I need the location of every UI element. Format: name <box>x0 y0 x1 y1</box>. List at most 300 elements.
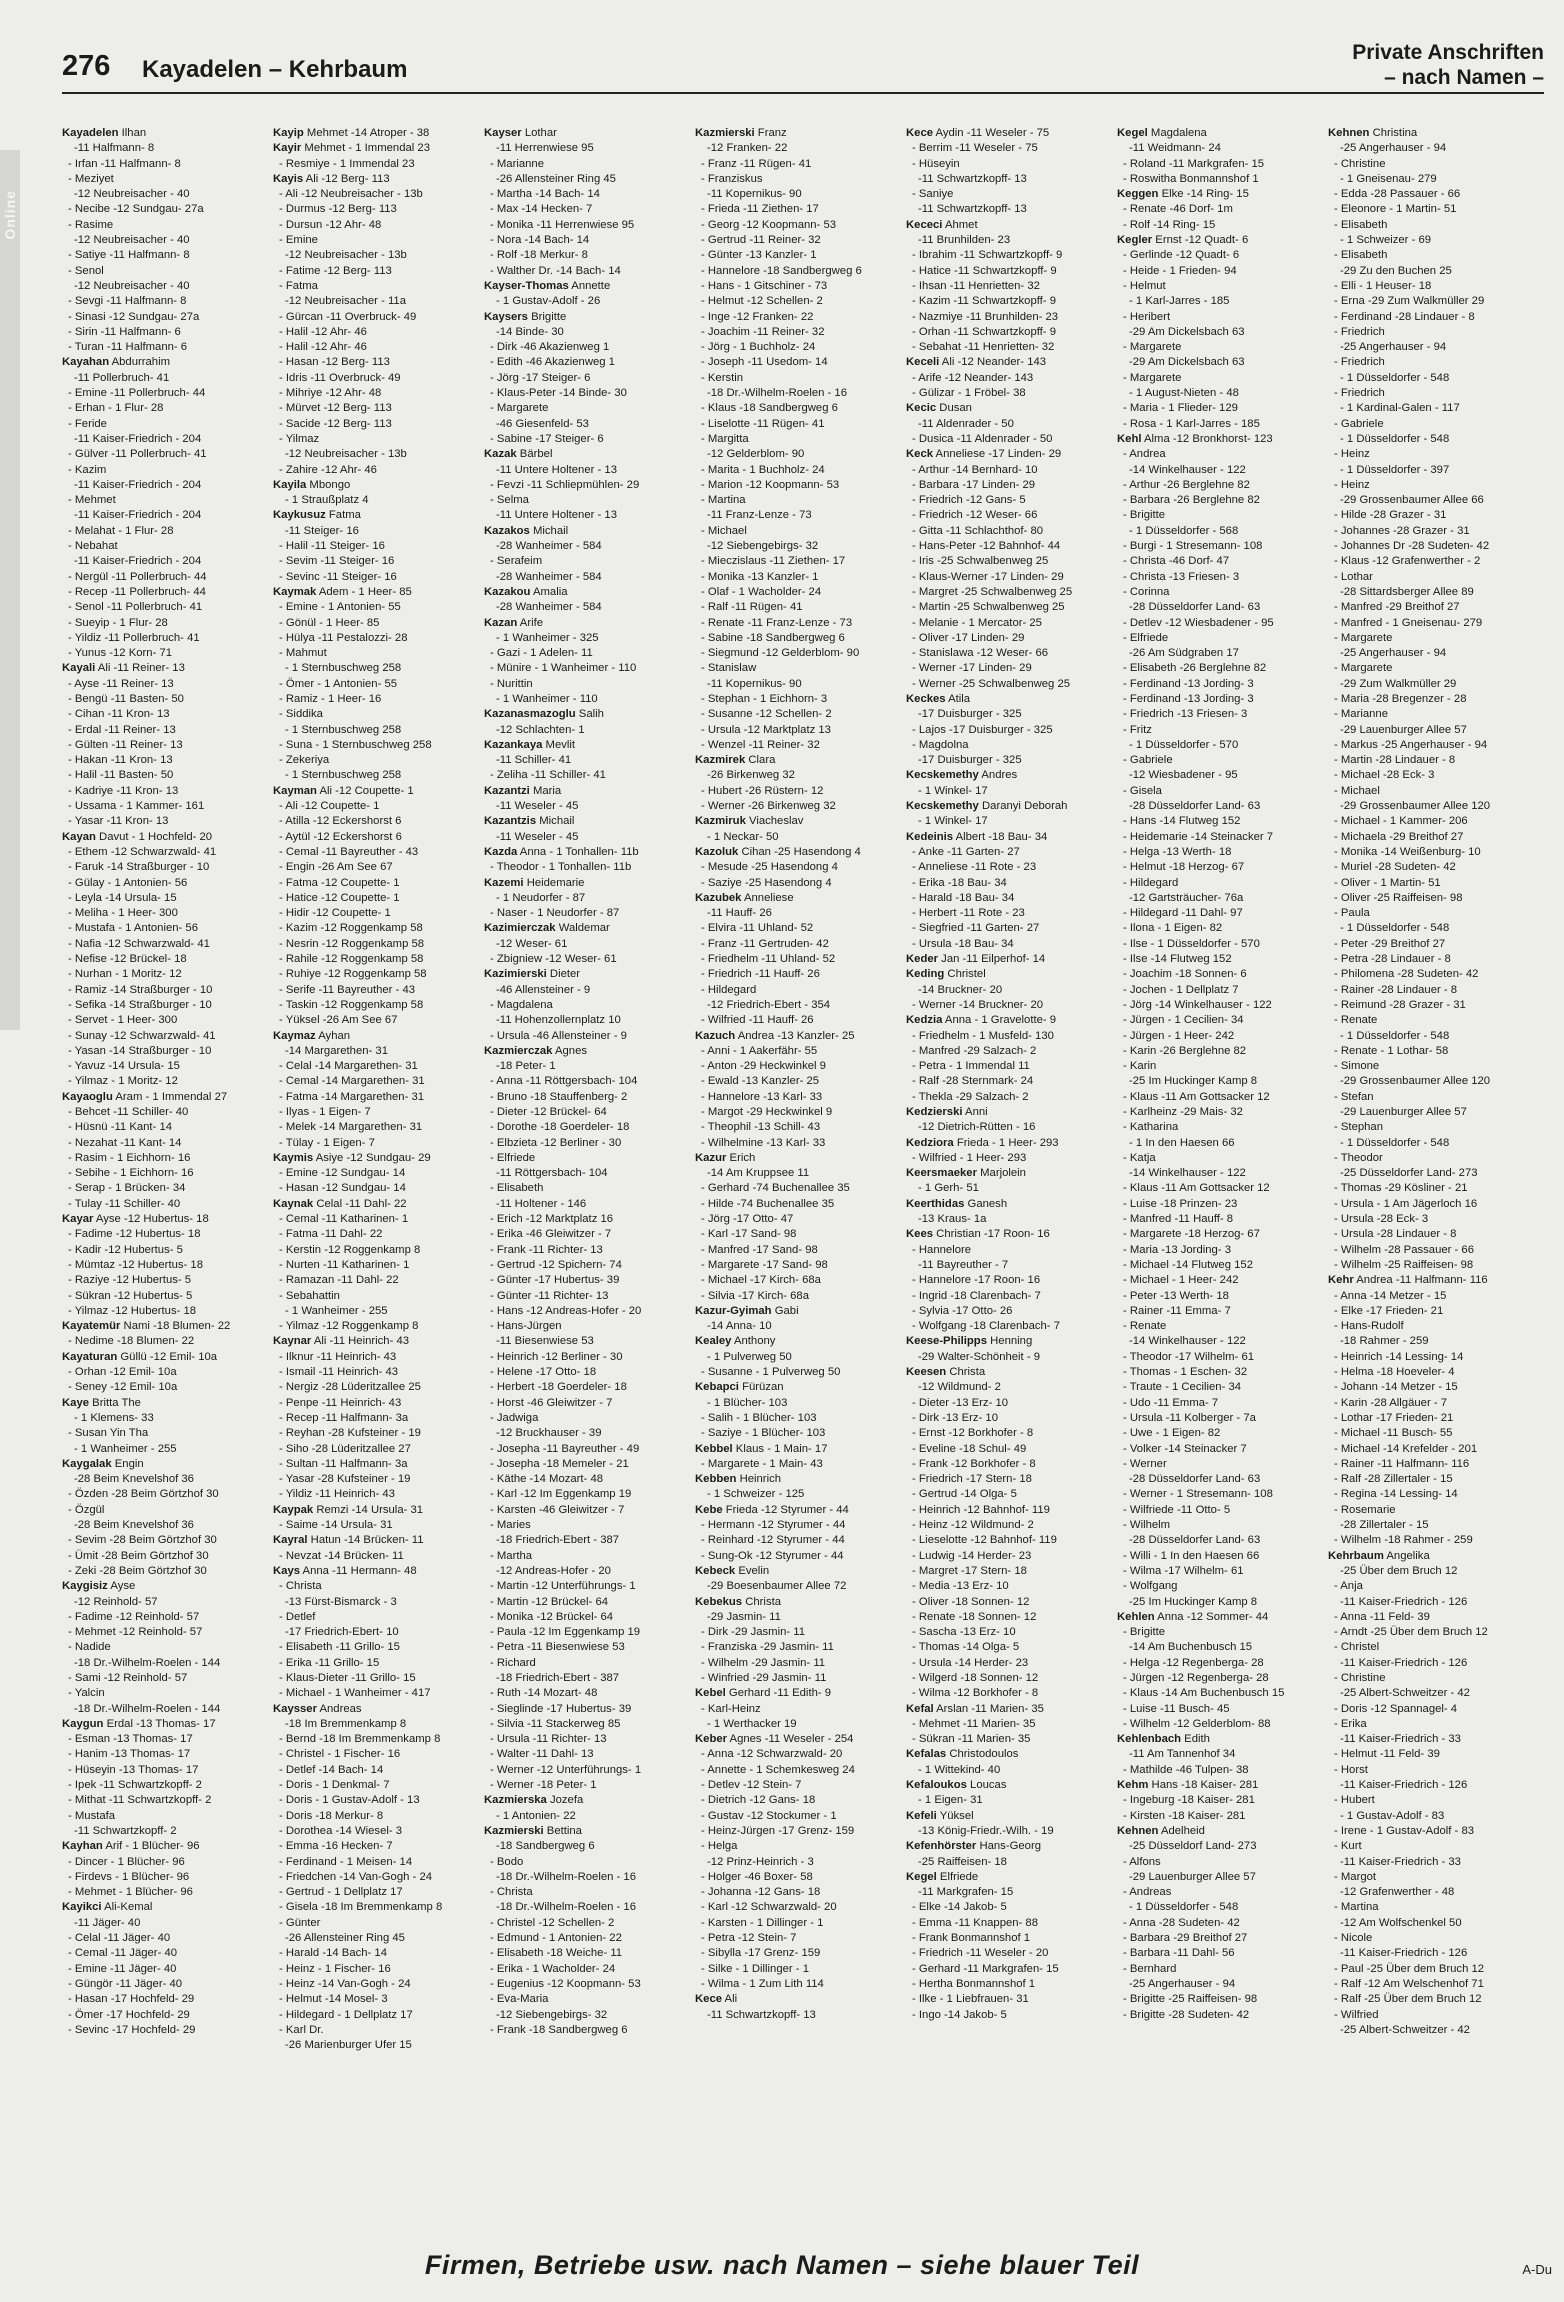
directory-entry: - Bernd -18 Im Bremmenkamp 8 <box>279 1733 441 1746</box>
directory-entry: Kehnen Christina <box>1328 127 1418 139</box>
directory-entry: - Michael -17 Kirch- 68a <box>701 1274 821 1287</box>
footer-code: A-Du <box>1522 2262 1552 2277</box>
directory-entry: - Kurt <box>1334 1840 1362 1853</box>
directory-entry: - Hülya -11 Pestalozzi- 28 <box>279 631 408 644</box>
directory-entry: - Elisabeth <box>1334 249 1388 262</box>
directory-entry: - Stefan <box>1334 1090 1374 1103</box>
directory-entry: Kayir Mehmet - 1 Immendal 23 <box>273 142 430 155</box>
directory-entry: - Christa <box>279 1580 322 1593</box>
directory-entry: - Behcet -11 Schiller- 40 <box>68 1106 189 1118</box>
directory-entry: - Naser - 1 Neudorfer - 87 <box>490 907 620 920</box>
directory-entry: - Ursula - 1 Am Jägerloch 16 <box>1334 1197 1478 1210</box>
directory-entry: -18 Dr.-Wilhelm-Roelen - 144 <box>74 1702 221 1715</box>
directory-entry: - Mehmet -12 Reinhold- 57 <box>68 1626 203 1639</box>
directory-entry: - Heinz <box>1334 448 1370 461</box>
directory-entry: - Frank -11 Richter- 13 <box>490 1243 603 1256</box>
directory-entry: - Recep -11 Pollerbruch- 44 <box>68 585 206 598</box>
surname: Keckes <box>906 692 946 705</box>
directory-entry: Kehlenbach Edith <box>1117 1733 1210 1746</box>
directory-entry: - Mihriye -12 Ahr- 48 <box>279 387 382 400</box>
directory-entry: - Tülay - 1 Eigen- 7 <box>279 1136 375 1149</box>
directory-entry: -11 Hauff- 26 <box>707 907 772 920</box>
directory-entry: Kece Ali <box>695 1993 738 2006</box>
directory-entry: - Wenzel -11 Reiner- 32 <box>701 738 820 751</box>
directory-entry: -29 Zum Walkmüller 29 <box>1340 677 1457 690</box>
directory-entry: - 1 Düsseldorfer - 548 <box>1340 1029 1450 1042</box>
directory-entry: - Johann -14 Metzer - 15 <box>1334 1381 1458 1394</box>
directory-entry: - Arthur -26 Berglehne 82 <box>1123 478 1250 491</box>
directory-entry: - Halil -11 Basten- 50 <box>68 769 174 782</box>
directory-entry: -17 Friedrich-Ebert- 10 <box>285 1626 399 1639</box>
directory-entry: - Barbara -26 Berglehne 82 <box>1123 494 1260 507</box>
directory-entry: - Theodor - 1 Tonhallen- 11b <box>490 861 632 874</box>
directory-entry: - Brigitte <box>1123 509 1166 522</box>
directory-entry: - Doris -12 Spannagel- 4 <box>1334 1702 1458 1715</box>
directory-entry: - Mithat -11 Schwartzkopff- 2 <box>68 1794 212 1807</box>
directory-entry: - Hildegard <box>1123 876 1179 889</box>
directory-entry: -11 Bayreuther - 7 <box>918 1258 1009 1271</box>
directory-entry: - Werner -26 Birkenweg 32 <box>701 800 836 813</box>
directory-entry: - Margot <box>1334 1870 1377 1883</box>
directory-entry: - Barbara -11 Dahl- 56 <box>1123 1947 1235 1960</box>
directory-entry: Kees Christian -17 Roon- 16 <box>906 1228 1050 1241</box>
directory-entry: - Margarete -17 Sand- 98 <box>701 1258 828 1271</box>
directory-entry: - Christa <box>490 1886 533 1899</box>
directory-entry: -18 Sandbergweg 6 <box>496 1840 595 1853</box>
surname: Kazur <box>695 1151 727 1164</box>
directory-entry: - Wilhelmine -13 Karl- 33 <box>701 1136 826 1149</box>
directory-entry: - Uwe - 1 Eigen- 82 <box>1123 1427 1221 1440</box>
directory-entry: - Ihsan -11 Henrietten- 32 <box>912 279 1040 292</box>
directory-entry: - Ferdinand -13 Jording- 3 <box>1123 692 1254 705</box>
directory-entry: - Karl -12 Im Eggenkamp 19 <box>490 1488 632 1501</box>
directory-entry: -11 Kaiser-Friedrich - 126 <box>1340 1595 1468 1608</box>
surname: Kecskemethy <box>906 769 979 782</box>
surname: Kayadelen <box>62 127 119 139</box>
directory-entry: Kazemi Heidemarie <box>484 876 585 889</box>
directory-entry: -17 Duisburger - 325 <box>918 754 1022 767</box>
directory-entry: - Rainer -28 Lindauer - 8 <box>1334 983 1458 996</box>
directory-entry: - Michael -14 Krefelder - 201 <box>1334 1442 1478 1455</box>
page-number: 276 <box>62 50 111 82</box>
directory-entry: - Alfons <box>1123 1855 1161 1868</box>
directory-entry: - Dieter -12 Brückel- 64 <box>490 1106 607 1118</box>
directory-entry: - 1 August-Nieten - 48 <box>1129 387 1239 400</box>
directory-entry: -11 Steiger- 16 <box>285 524 359 537</box>
surname: Kaymak <box>273 585 317 598</box>
directory-entry: - Werner -14 Bruckner- 20 <box>912 998 1044 1011</box>
directory-entry: - Günter -13 Kanzler- 1 <box>701 249 817 262</box>
section-heading <box>1352 40 1544 90</box>
directory-column <box>695 126 903 2023</box>
surname: Kedeinis <box>906 830 954 843</box>
directory-entry: -11 Markgrafen- 15 <box>918 1886 1014 1899</box>
surname: Kazuch <box>695 1029 736 1042</box>
directory-entry: - Michael -11 Busch- 55 <box>1334 1427 1453 1440</box>
directory-entry: Kazda Anna - 1 Tonhallen- 11b <box>484 845 639 858</box>
surname: Kaygisiz <box>62 1580 108 1593</box>
surname: Kazimierski <box>484 968 547 981</box>
directory-entry: - Ethem -12 Schwarzwald- 41 <box>68 845 217 858</box>
directory-entry: -14 Binde- 30 <box>496 325 564 338</box>
directory-entry: - Serife -11 Bayreuther - 43 <box>279 983 416 996</box>
directory-entry: - Anna -12 Schwarzwald- 20 <box>701 1748 843 1761</box>
directory-entry: -26 Allensteiner Ring 45 <box>496 172 616 185</box>
surname: Kaymaz <box>273 1029 316 1042</box>
directory-entry: - Werner -12 Unterführungs- 1 <box>490 1763 642 1776</box>
directory-entry: - Sultan -11 Halfmann- 3a <box>279 1457 408 1470</box>
directory-entry: Kazmierski Bettina <box>484 1824 582 1837</box>
directory-entry: - Maria -28 Bregenzer - 28 <box>1334 692 1467 705</box>
directory-entry: Kefaloukos Loucas <box>906 1779 1007 1792</box>
directory-entry: - Ursula -14 Herder- 23 <box>912 1656 1029 1669</box>
directory-entry: Kaygisiz Ayse <box>62 1580 136 1593</box>
directory-entry: - Hans-Rudolf <box>1334 1320 1404 1333</box>
directory-entry: - Ümit -28 Beim Görtzhof 30 <box>68 1549 209 1562</box>
directory-entry: - Yilmaz <box>279 432 320 445</box>
directory-entry: - Edmund - 1 Antonien- 22 <box>490 1932 622 1945</box>
directory-entry: - 1 Sternbuschweg 258 <box>285 723 402 736</box>
directory-entry: - Hatice -11 Schwartzkopff- 9 <box>912 264 1057 277</box>
directory-entry: - Saime -14 Ursula- 31 <box>279 1519 393 1532</box>
directory-entry: Kazoluk Cihan -25 Hasendong 4 <box>695 845 861 858</box>
directory-entry: - Elvira -11 Uhland- 52 <box>701 922 814 935</box>
directory-entry: - Saniye <box>912 188 954 201</box>
directory-entry: -12 Siebengebirgs- 32 <box>707 540 819 553</box>
directory-entry: - Serafeim <box>490 555 543 568</box>
directory-entry: -11 Halfmann- 8 <box>74 142 155 155</box>
surname: Kazubek <box>695 891 742 904</box>
directory-entry: - Wilma -17 Wilhelm- 61 <box>1123 1564 1244 1577</box>
directory-entry: -11 Kaiser-Friedrich - 126 <box>1340 1947 1468 1960</box>
directory-entry: - Helene -17 Otto- 18 <box>490 1366 597 1379</box>
directory-entry: - Erika -18 Bau- 34 <box>912 876 1007 889</box>
directory-entry: -25 Angerhauser - 94 <box>1340 341 1447 354</box>
directory-entry: - Michael - 1 Kammer- 206 <box>1334 815 1468 828</box>
directory-entry: Kazur-Gyimah Gabi <box>695 1304 799 1317</box>
directory-entry: - Melek -14 Margarethen- 31 <box>279 1121 423 1134</box>
directory-entry: - Nadide <box>68 1641 111 1654</box>
directory-entry: - Anneliese -11 Rote - 23 <box>912 861 1037 874</box>
directory-entry: - Günter -17 Hubertus- 39 <box>490 1274 620 1287</box>
directory-entry: -11 Weidmann- 24 <box>1129 142 1221 155</box>
directory-entry: - Gülver -11 Pollerbruch- 41 <box>68 448 207 461</box>
directory-entry: - Kadriye -11 Kron- 13 <box>68 784 179 797</box>
directory-entry: - Faruk -14 Straßburger - 10 <box>68 861 210 874</box>
directory-entry: - Seney -12 Emil- 10a <box>68 1381 178 1394</box>
directory-entry: Keding Christel <box>906 968 986 981</box>
directory-entry: - Karin -26 Berglehne 82 <box>1123 1044 1247 1057</box>
directory-entry: - Martin -28 Lindauer - 8 <box>1334 754 1456 767</box>
directory-entry: - Ibrahim -11 Schwartzkopff- 9 <box>912 249 1063 262</box>
directory-entry: - Dorothea -14 Wiesel- 3 <box>279 1824 403 1837</box>
directory-entry: - Ralf -28 Sternmark- 24 <box>912 1075 1034 1088</box>
directory-entry: - Hannelore -17 Roon- 16 <box>912 1274 1041 1287</box>
surname: Kehnen <box>1117 1824 1159 1837</box>
directory-entry: - Sevinc -17 Hochfeld- 29 <box>68 2023 196 2036</box>
surname: Kegler <box>1117 234 1153 247</box>
directory-entry: - Regina -14 Lessing- 14 <box>1334 1488 1458 1501</box>
directory-entry: -12 Neubreisacher - 40 <box>74 188 190 201</box>
directory-entry: - Sükran -11 Marien- 35 <box>912 1733 1031 1746</box>
directory-entry: - Jürgen - 1 Cecilien- 34 <box>1123 1014 1244 1027</box>
directory-entry: Kazakou Amalia <box>484 585 568 598</box>
directory-entry: - Hasan -12 Sundgau- 14 <box>279 1182 406 1195</box>
directory-entry: - Joachim -18 Sonnen- 6 <box>1123 968 1247 981</box>
directory-entry: - Sabine -18 Sandbergweg 6 <box>701 631 845 644</box>
directory-entry: - Marita - 1 Buchholz- 24 <box>701 463 825 476</box>
directory-entry: - Friedrich <box>1334 325 1385 338</box>
directory-entry: - Simone <box>1334 1060 1380 1073</box>
directory-entry: - Willi - 1 In den Haesen 66 <box>1123 1549 1260 1562</box>
surname: Kehlen <box>1117 1610 1155 1623</box>
directory-entry: - Kazim -12 Roggenkamp 58 <box>279 922 423 935</box>
directory-entry: - Martin -12 Brückel- 64 <box>490 1595 609 1608</box>
directory-entry: - Ursula -11 Kolberger - 7a <box>1123 1411 1256 1424</box>
directory-entry: - Sefika -14 Straßburger - 10 <box>68 998 212 1011</box>
directory-entry: - Gürcan -11 Overbruck- 49 <box>279 310 417 323</box>
surname: Kazakos <box>484 524 530 537</box>
directory-entry: - 1 Winkel- 17 <box>918 815 988 828</box>
directory-entry: -29 Lauenburger Allee 57 <box>1340 723 1467 736</box>
directory-entry: - Erdal -11 Reiner- 13 <box>68 723 176 736</box>
directory-entry: - Renate - 1 Lothar- 58 <box>1334 1044 1449 1057</box>
directory-entry: - Ralf -12 Am Welschenhof 71 <box>1334 1977 1484 1990</box>
directory-entry: Keceli Ali -12 Neander- 143 <box>906 356 1047 369</box>
directory-entry: - Jochen - 1 Dellplatz 7 <box>1123 983 1239 996</box>
directory-entry: Kazantzis Michail <box>484 815 575 828</box>
directory-entry: - 1 Neudorfer - 87 <box>496 891 586 904</box>
directory-entry: - Sevim -11 Steiger- 16 <box>279 555 395 568</box>
directory-entry: -11 Kaiser-Friedrich - 204 <box>74 478 202 491</box>
directory-entry: -25 Angerhauser - 94 <box>1340 142 1447 155</box>
directory-entry: - Frank -18 Sandbergweg 6 <box>490 2023 628 2036</box>
directory-entry: - Barbara -17 Linden- 29 <box>912 478 1036 491</box>
directory-entry: - Katharina <box>1123 1121 1179 1134</box>
surname: Kehr <box>1328 1274 1354 1287</box>
directory-entry: - Erna -29 Zum Walkmüller 29 <box>1334 295 1485 308</box>
section-heading-line1: Private Anschriften <box>1352 41 1544 64</box>
directory-entry: - Marianne <box>1334 708 1388 721</box>
directory-entry: - Friedhelm - 1 Musfeld- 130 <box>912 1029 1054 1042</box>
directory-entry: - Mahmut <box>279 647 327 660</box>
directory-entry: Kayser Lothar <box>484 127 557 139</box>
directory-entry: - Horst -46 Gleiwitzer - 7 <box>490 1396 613 1409</box>
directory-entry: - Ferdinand -28 Lindauer - 8 <box>1334 310 1475 323</box>
surname: Kefeli <box>906 1809 937 1822</box>
directory-entry: - Ludwig -14 Herder- 23 <box>912 1549 1032 1562</box>
surname: Kayman <box>273 784 317 797</box>
directory-entry: - Durmus -12 Berg- 113 <box>279 203 397 216</box>
directory-entry: - Karl-Heinz <box>701 1702 761 1715</box>
directory-entry: Kebekus Christa <box>695 1595 782 1608</box>
directory-entry: - Helga -12 Regenberga- 28 <box>1123 1656 1264 1669</box>
directory-entry: - Rainer -11 Emma- 7 <box>1123 1304 1231 1317</box>
directory-entry: - Anke -11 Garten- 27 <box>912 845 1020 858</box>
directory-entry: Kedziora Frieda - 1 Heer- 293 <box>906 1136 1059 1149</box>
directory-entry: Kaysers Brigitte <box>484 310 567 323</box>
directory-entry: -12 Gelderblom- 90 <box>707 448 805 461</box>
directory-entry: - Cemal -11 Jäger- 40 <box>68 1947 178 1960</box>
directory-entry: - Eva-Maria <box>490 1993 549 2006</box>
surname: Kedziora <box>906 1136 954 1149</box>
directory-entry: - Elbzieta -12 Berliner - 30 <box>490 1136 622 1149</box>
directory-entry: - Iris -25 Schwalbenweg 25 <box>912 555 1049 568</box>
directory-entry: Kayser-Thomas Annette <box>484 279 611 292</box>
directory-entry: - Renate -46 Dorf- 1m <box>1123 203 1233 216</box>
directory-entry: - Günter <box>279 1916 321 1929</box>
surname: Kehm <box>1117 1779 1149 1792</box>
directory-entry: - Dorothe -18 Goerdeler- 18 <box>490 1121 630 1134</box>
directory-entry: - Martin -25 Schwalbenweg 25 <box>912 601 1065 614</box>
directory-entry: - Bernhard <box>1123 1962 1177 1975</box>
directory-entry: - Nicole <box>1334 1932 1373 1945</box>
directory-entry: - Helmut -18 Herzog- 67 <box>1123 861 1245 874</box>
directory-entry: - Martha <box>490 1549 533 1562</box>
surname: Kayis <box>273 172 304 185</box>
directory-entry: - Christine <box>1334 157 1386 170</box>
directory-entry: - Friedrich -11 Hauff- 26 <box>701 968 820 981</box>
directory-entry: - Helma -18 Hoeveler- 4 <box>1334 1366 1455 1379</box>
directory-entry: - Atilla -12 Eckershorst 6 <box>279 815 402 828</box>
directory-entry: - Friedrich -12 Weser- 66 <box>912 509 1038 522</box>
surname: Kazantzi <box>484 784 530 797</box>
directory-entry: - Josepha -11 Bayreuther - 49 <box>490 1442 640 1455</box>
directory-entry: - Hans -12 Andreas-Hofer - 20 <box>490 1304 642 1317</box>
directory-entry: - Kerstin -12 Roggenkamp 8 <box>279 1243 421 1256</box>
directory-entry: - Anja <box>1334 1580 1363 1593</box>
directory-entry: - Hakan -11 Kron- 13 <box>68 754 173 767</box>
directory-entry: - Özden -28 Beim Görtzhof 30 <box>68 1488 219 1501</box>
directory-entry: - Orhan -12 Emil- 10a <box>68 1366 177 1379</box>
directory-entry: - Jörg -17 Steiger- 6 <box>490 371 591 384</box>
directory-entry: - Nergül -11 Pollerbruch- 44 <box>68 570 207 583</box>
directory-entry: - Fatma -11 Dahl- 22 <box>279 1228 383 1241</box>
directory-entry: - Muriel -28 Sudeten- 42 <box>1334 861 1456 874</box>
directory-entry: -11 Schwartzkopff- 13 <box>918 172 1027 185</box>
directory-entry: - Ursula -18 Bau- 34 <box>912 937 1014 950</box>
directory-entry: - Max -14 Hecken- 7 <box>490 203 593 216</box>
directory-entry: - Andrea <box>1123 448 1166 461</box>
directory-entry: - Winfried -29 Jasmin- 11 <box>701 1671 827 1684</box>
directory-entry: - Ingo -14 Jakob- 5 <box>912 2008 1007 2021</box>
directory-entry: - Gazi - 1 Adelen- 11 <box>490 647 593 660</box>
directory-entry: - Hüsnü -11 Kant- 14 <box>68 1121 173 1134</box>
directory-entry: - Nora -14 Bach- 14 <box>490 234 590 247</box>
directory-entry: - Monika -13 Kanzler- 1 <box>701 570 819 583</box>
directory-entry: - 1 Straußplatz 4 <box>285 494 369 507</box>
directory-entry: - Johannes -28 Grazer - 31 <box>1334 524 1470 537</box>
directory-entry: -29 Walter-Schönheit - 9 <box>918 1350 1041 1363</box>
directory-entry: -28 Düsseldorfer Land- 63 <box>1129 1473 1261 1486</box>
directory-entry: - Theodor -17 Wilhelm- 61 <box>1123 1350 1255 1363</box>
directory-entry: -11 Kaiser-Friedrich - 204 <box>74 555 202 568</box>
directory-entry: - Ayse -11 Reiner- 13 <box>68 677 174 690</box>
directory-entry: - Arndt -25 Über dem Bruch 12 <box>1334 1626 1488 1639</box>
directory-entry: - Brigitte -25 Raiffeisen- 98 <box>1123 1993 1258 2006</box>
directory-entry: - Mehmet <box>68 494 116 507</box>
directory-entry: - Zahire -12 Ahr- 46 <box>279 463 377 476</box>
directory-entry: - Rainer -11 Halfmann- 116 <box>1334 1457 1470 1470</box>
surname: Kayaoglu <box>62 1090 113 1103</box>
directory-entry: -11 Kaiser-Friedrich - 204 <box>74 432 202 445</box>
directory-entry: -25 Düsseldorfer Land- 273 <box>1340 1167 1478 1180</box>
directory-entry: - Roland -11 Markgrafen- 15 <box>1123 157 1265 170</box>
directory-entry: - Rolf -14 Ring- 15 <box>1123 218 1216 231</box>
directory-entry: -13 König-Friedr.-Wilh. - 19 <box>918 1824 1054 1837</box>
directory-entry: - Dirk -46 Akazienweg 1 <box>490 341 610 354</box>
directory-entry: - Reinhard -12 Styrumer - 44 <box>701 1534 845 1547</box>
directory-entry: - Margitta <box>701 432 749 445</box>
directory-entry: -11 Kaiser-Friedrich - 33 <box>1340 1733 1461 1746</box>
directory-entry: - Renate <box>1334 1014 1378 1027</box>
directory-entry: - Servet - 1 Heer- 300 <box>68 1014 178 1027</box>
surname: Kazmierska <box>484 1794 547 1807</box>
directory-entry: -12 Dietrich-Rütten - 16 <box>918 1121 1036 1134</box>
directory-entry: - Günter -11 Richter- 13 <box>490 1289 609 1302</box>
directory-entry: - Helmut -12 Schellen- 2 <box>701 295 823 308</box>
directory-entry: - Wilhelm -25 Raiffeisen- 98 <box>1334 1258 1474 1271</box>
directory-entry: - Renate -18 Sonnen- 12 <box>912 1610 1037 1623</box>
directory-entry: - Ewald -13 Kanzler- 25 <box>701 1075 820 1088</box>
directory-entry: - Joseph -11 Usedom- 14 <box>701 356 828 369</box>
directory-entry: - Werner -25 Schwalbenweg 25 <box>912 677 1071 690</box>
directory-entry: - Özgül <box>68 1503 105 1516</box>
directory-entry: -25 Düsseldorf Land- 273 <box>1129 1840 1257 1853</box>
directory-entry: - Erika <box>1334 1717 1367 1730</box>
directory-entry: - Ramiz - 1 Heer- 16 <box>279 692 382 705</box>
directory-entry: - Werner -18 Peter- 1 <box>490 1779 597 1792</box>
directory-entry: - Heinz - 1 Fischer- 16 <box>279 1962 391 1975</box>
directory-entry: - 1 Gneisenau- 279 <box>1340 172 1437 185</box>
directory-entry: -11 Kaiser-Friedrich - 204 <box>74 509 202 522</box>
directory-entry: - Margot -29 Heckwinkel 9 <box>701 1106 833 1118</box>
directory-entry: -11 Hohenzollernplatz 10 <box>496 1014 621 1027</box>
surname: Kayila <box>273 478 307 491</box>
directory-entry: - Georg -12 Koopmann- 53 <box>701 218 837 231</box>
directory-entry: Kece Aydin -11 Weseler - 75 <box>906 127 1050 139</box>
surname: Kaynar <box>273 1335 312 1348</box>
surname: Kehnen <box>1328 127 1370 139</box>
directory-entry: - Christel -12 Schellen- 2 <box>490 1916 615 1929</box>
surname: Kebekus <box>695 1595 743 1608</box>
directory-entry: -11 Untere Holtener - 13 <box>496 463 617 476</box>
directory-entry: -29 Boesenbaumer Allee 72 <box>707 1580 847 1593</box>
directory-entry: - Gertrud -14 Olga- 5 <box>912 1488 1017 1501</box>
directory-entry: - Fatime -12 Berg- 113 <box>279 264 392 277</box>
directory-entry: - Sacide -12 Berg- 113 <box>279 417 392 430</box>
directory-entry: - 1 Düsseldorfer - 568 <box>1129 524 1239 537</box>
directory-entry: Kayman Ali -12 Coupette- 1 <box>273 784 414 797</box>
directory-entry: - Sirin -11 Halfmann- 6 <box>68 325 181 338</box>
directory-entry: - Ömer - 1 Antonien- 55 <box>279 677 398 690</box>
surname: Kazak <box>484 448 517 461</box>
directory-entry: - Yasar -28 Kufsteiner - 19 <box>279 1473 411 1486</box>
directory-entry: - Gülay - 1 Antonien- 56 <box>68 876 188 889</box>
surname: Keding <box>906 968 945 981</box>
directory-entry: - Franz -11 Gertruden- 42 <box>701 937 829 950</box>
directory-entry: - 1 Schweizer - 69 <box>1340 234 1432 247</box>
directory-entry: - Emma -11 Knappen- 88 <box>912 1916 1039 1929</box>
directory-entry: - Michael -28 Eck- 3 <box>1334 769 1435 782</box>
directory-entry: - Jadwiga <box>490 1411 539 1424</box>
directory-entry: -12 Neubreisacher - 13b <box>285 249 407 262</box>
directory-entry: -11 Biesenwiese 53 <box>496 1335 594 1348</box>
directory-entry: - Wilhelm -18 Rahmer - 259 <box>1334 1534 1473 1547</box>
directory-entry: - Michaela -29 Breithof 27 <box>1334 830 1464 843</box>
directory-entry: Kaygalak Engin <box>62 1457 144 1470</box>
directory-entry: -14 Winkelhauser - 122 <box>1129 1335 1246 1348</box>
